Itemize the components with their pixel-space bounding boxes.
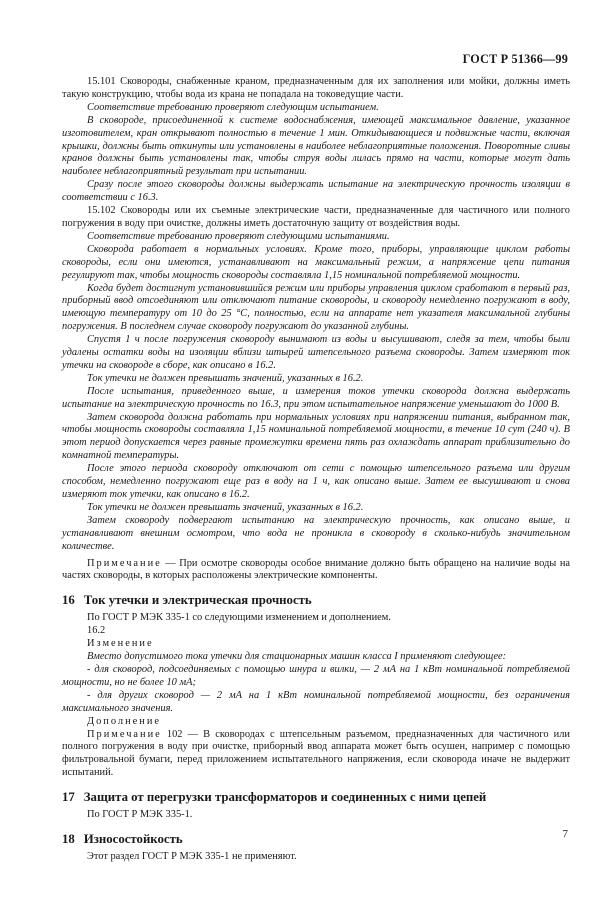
paragraph-test-procedure-1: В сковороде, присоединенной к системе водоснабжения, имеющей максимальное давление, указанное изготовителем, кран открывают полностью в течение 1 мин. Откидывающиеся и подвижные части, включая крышки, должны быть откинуты или установлены в наиболее неблагоприятные положения. Поворотные сливы кранов должны быть установлены так, чтобы струя воды лилась прямо на части, которые могут дать наиболее неблагоприятный результат при испытании. bbox=[62, 114, 570, 178]
paragraph-10-days: Затем сковорода должна работать при нормальных условиях при напряжении питания, выбранном так, чтобы мощность сковороды составляла 1,15 номинальной потребляемой мощности, в течение 10 сут (240 ч). В этот период допускается через равные промежутки времени пять раз охлаждать аппарат приблизительно до комнатной температуры. bbox=[62, 411, 570, 462]
paragraph-after-1h: Спустя 1 ч после погружения сковороду вынимают из воды и высушивают, следя за тем, чтобы были удалены остатки воды на изоляции вблизи штырей штепсельного разъема сковороды. Затем измеряют ток утечки на сковороде в сборе, как описано в 16.2. bbox=[62, 334, 570, 371]
paragraph-15-102: 15.102 Сковороды или их съемные электрические части, предназначенные для частичного или полного погружения в воду при очистке, должны иметь достаточную защиту от воздействия воды. bbox=[62, 205, 570, 229]
note-102-label: Примечание bbox=[87, 728, 162, 740]
paragraph-immediately-after: Сразу после этого сковороды должны выдержать испытание на электрическую прочность изоляции в соответствии с 16.3. bbox=[62, 179, 570, 204]
standard-code: ГОСТ Р 51366—99 bbox=[462, 52, 568, 66]
paragraph-after-test: После испытания, приведенного выше, и измерения токов утечки сковорода должна выдержать испытание на электрическую прочность по 16.3, при этом испытательное напряжение уменьшают до 1000 В. bbox=[62, 385, 570, 410]
paragraph-leakage-limit-2: Ток утечки не должен превышать значений, указанных в 16.2. bbox=[87, 501, 364, 513]
paragraph-compliance-2: Соответствие требованию проверяют следующими испытаниями. bbox=[87, 230, 390, 242]
addition-label: Дополнение bbox=[87, 715, 161, 727]
page-number: 7 bbox=[562, 828, 568, 840]
paragraph-15-101: 15.101 Сковороды, снабженные краном, предназначенным для их заполнения или мойки, должны иметь такую конструкцию, чтобы вода из крана не попадала на токоведущие части. bbox=[62, 76, 570, 100]
section-18-heading: 18 Износостойкость bbox=[62, 832, 183, 847]
section-16-intro: По ГОСТ Р МЭК 335-1 со следующими изменением и дополнением. bbox=[87, 612, 391, 624]
paragraph-leakage-limit-1: Ток утечки не должен превышать значений, указанных в 16.2. bbox=[87, 372, 364, 384]
section-16-heading: 16 Ток утечки и электрическая прочность bbox=[62, 593, 312, 608]
change-label: Изменение bbox=[87, 638, 154, 650]
note-inspection bbox=[62, 558, 570, 584]
section-17-text: По ГОСТ Р МЭК 335-1. bbox=[87, 809, 193, 821]
change-item-cord: - для сковород, подсоединяемых с помощью шнура и вилки, — 2 мА на 1 кВт номинальной потребляемой мощности, но не более 10 мА; bbox=[62, 663, 570, 688]
note-text: — При осмотре сковороды особое внимание должно быть обращено на наличие воды на частях сковороды, в которых расположены электрические компоненты. bbox=[62, 557, 570, 582]
change-text: Вместо допустимого тока утечки для стационарных машин класса I применяют следующее: bbox=[87, 651, 507, 663]
document-body bbox=[62, 76, 570, 864]
paragraph-final-test: Затем сковороду подвергают испытанию на электрическую прочность, как описано выше, и устанавливают внешним осмотром, что вода не проникла в сковороду в сколько-нибудь значительном количестве. bbox=[62, 514, 570, 552]
paragraph-after-period: После этого периода сковороду отключают от сети с помощью штепсельного разъема или другим способом, немедленно погружают еще раз в воду на 1 ч, как описано выше. Затем ее высушивают и снова измеряют ток утечки, как описано в 16.2. bbox=[62, 463, 570, 500]
section-17-heading: 17 Защита от перегрузки трансформаторов и соединенных с ними цепей bbox=[62, 790, 487, 805]
paragraph-steady-state: Когда будет достигнут установившийся режим или приборы управления циклом сработают в первый раз, приборный ввод отсоединяют или отключают питание сковороды, и сковороду немедленно погружают в воду, имеющую температуру от 10 до 25 °С, полностью, если на аппарате нет указателя максимальной глубины погружения. В последнем случае сковороду погружают до указанной глубины. bbox=[62, 282, 570, 333]
paragraph-compliance-1: Соответствие требованию проверяют следующим испытанием. bbox=[87, 101, 379, 113]
subsection-16-2: 16.2 bbox=[87, 625, 106, 637]
note-102 bbox=[62, 729, 570, 781]
paragraph-normal-conditions: Сковорода работает в нормальных условиях. Кроме того, приборы, управляющие циклом работы сковороды, если они имеются, устанавливают на максимальный режим, а напряжение цепи питания регулируют так, чтобы мощность сковороды составляла 1,15 номинальной потребляемой мощности. bbox=[62, 243, 570, 281]
change-item-other: - для других сковород — 2 мА на 1 кВт номинальной потребляемой мощности, без ограничения максимального значения. bbox=[62, 689, 570, 714]
note-label: Примечание bbox=[87, 557, 162, 569]
note-102-text: 102 — В сковородах с штепсельным разъемом, предназначенных для частичного или полного погружения в воду при очистке, приборный ввод аппарата может быть осушен, например с помощью фильтровальной бумаги, перед приложением испытательного напряжения, если сковорода иначе не выдержит испытаний. bbox=[62, 728, 570, 779]
section-18-text: Этот раздел ГОСТ Р МЭК 335-1 не применяют. bbox=[87, 851, 297, 863]
